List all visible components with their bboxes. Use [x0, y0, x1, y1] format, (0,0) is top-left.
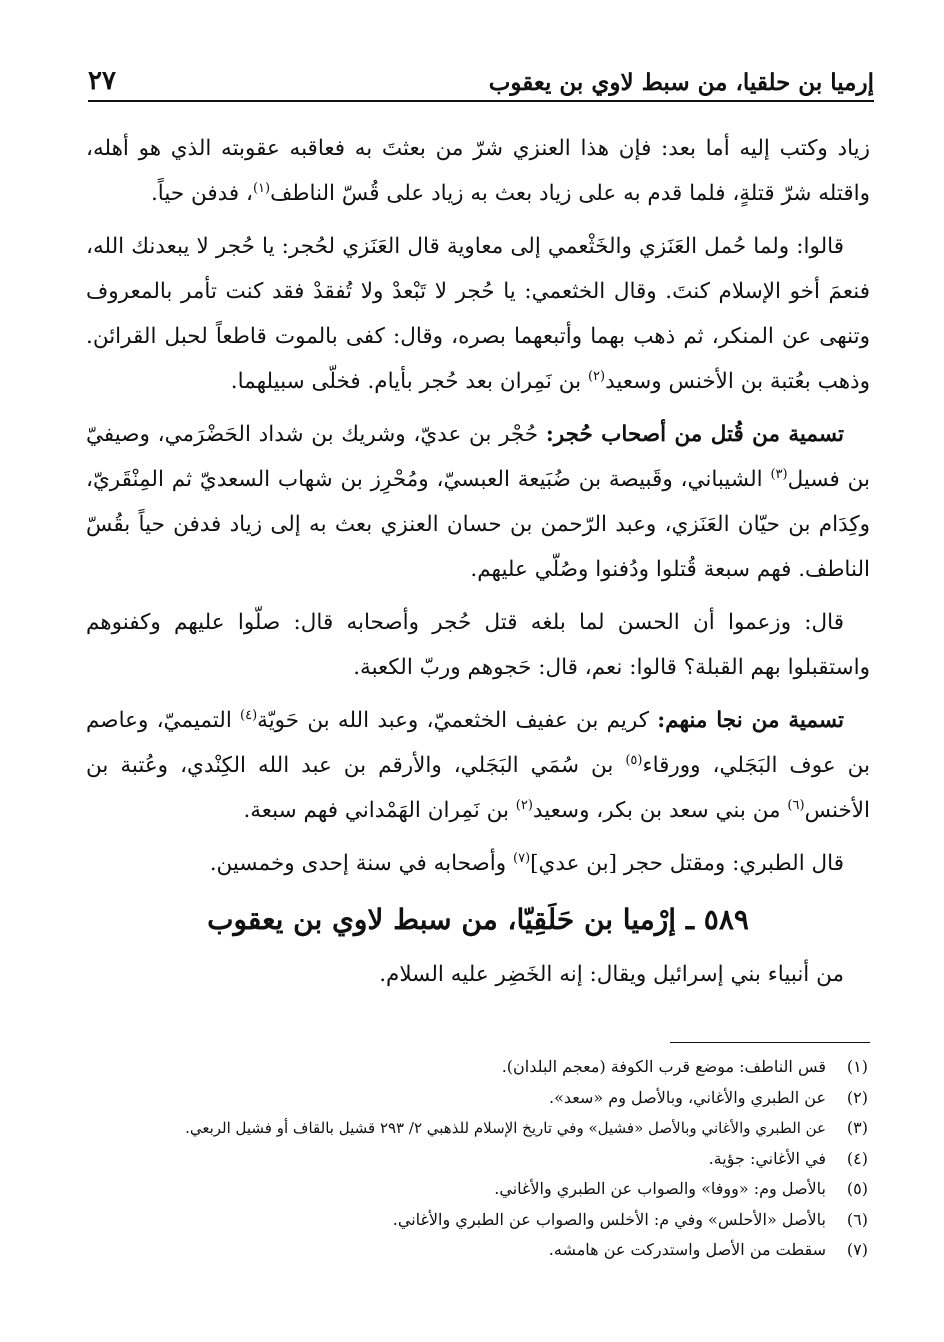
paragraph-text: الشيباني، وقَبيصة بن ضُبَيعة العبسيّ، ومُحْرِز بن شهاب السعديّ ثم المِنْقَريّ، وكِدَام بن حيّان العَنَزي، وعبد الرّحمن بن حسان العنزي بعث به إلى زياد فدفن حياً بقُسّ الناطف. فهم سبعة قُتلوا ودُفنوا وصُلّي عليهم. [86, 467, 870, 582]
page-number: ٢٧ [88, 66, 116, 96]
footnote-text: سقطت من الأصل واستدركت عن هامشه. [548, 1240, 826, 1259]
footnote-ref-2[interactable]: (٢) [587, 368, 606, 384]
footnote-text: في الأغاني: جؤية. [708, 1148, 826, 1168]
entry-title: ٥٨٩ ـ إرْميا بن حَلَقِيّا، من سبط لاوي بن يعقوب [207, 903, 749, 936]
paragraph-7 [86, 952, 870, 997]
footnote-item [70, 1235, 868, 1266]
footnote-number: (١) [846, 1057, 868, 1076]
paragraph-5 [86, 698, 870, 833]
footnote-number: (٦) [846, 1209, 868, 1229]
footnote-number: (٤) [846, 1148, 868, 1168]
footnote-text: عن الطبري والأغاني، وبالأصل وم «سعد». [549, 1087, 826, 1107]
footnote-ref-7[interactable]: (٧) [513, 850, 531, 866]
footnote-text: عن الطبري والأغاني وبالأصل «فشيل» وفي تاريخ الإسلام للذهبي ٢/ ٢٩٣ قشيل بالقاف أو فشيل الربعي. [185, 1119, 826, 1137]
running-header [88, 62, 874, 102]
footnote-ref-5[interactable]: (٥) [625, 752, 643, 768]
paragraph-text: ، فدفن حياً. [150, 181, 253, 206]
paragraph-text: كريم بن عفيف الخثعميّ، وعبد الله بن حَويّة [257, 708, 658, 733]
section-lead: تسمية من نجا منهم: [657, 708, 844, 733]
footnotes-list [70, 1052, 868, 1266]
footnote-ref-4[interactable]: (٤) [240, 707, 258, 723]
paragraph-text: من بني سعد بن بكر، وسعيد [532, 798, 788, 823]
footnote-ref-1[interactable]: (١) [252, 180, 271, 196]
paragraph-text: وأصحابه في سنة إحدى وخمسين. [209, 851, 513, 876]
footnote-item [70, 1052, 868, 1083]
section-lead: تسمية من قُتل من أصحاب حُجر: [545, 422, 844, 447]
footnote-item [70, 1174, 868, 1205]
paragraph-text: زياد وكتب إليه أما بعد: فإن هذا العنزي شرّ من بعثتَ به فعاقبه عقوبته الذي هو أهله، واقتله شرّ قتلةٍ، فلما قدم به على زياد بعث به زياد على قُسّ الناطف [86, 136, 870, 206]
paragraph-text: قال: وزعموا أن الحسن لما بلغه قتل حُجر وأصحابه قال: صلّوا عليهم وكفنوهم واستقبلوا بهم القبلة؟ قالوا: نعم، قال: حَجوهم وربّ الكعبة. [86, 610, 870, 680]
footnote-separator [670, 1042, 870, 1043]
footnote-number: (٢) [846, 1087, 868, 1107]
paragraph-text: حُجْر بن عديّ، وشريك بن شداد الحَضْرَمي، وصيفيّ بن فسيل [86, 422, 871, 492]
footnote-number: (٣) [846, 1118, 868, 1137]
main-text [86, 126, 870, 1005]
paragraph-text: التميميّ، وعاصم بن عوف البَجَلي، وورقاء [86, 708, 871, 778]
footnote-item [70, 1205, 868, 1236]
paragraph-text: بن نَمِران الهَمْداني فهم سبعة. [243, 798, 516, 823]
paragraph-text: من أنبياء بني إسرائيل ويقال: إنه الخَضِر عليه السلام. [379, 962, 844, 987]
footnote-text: بالأصل وم: «ووفا» والصواب عن الطبري والأغاني. [494, 1179, 826, 1198]
footnote-number: (٥) [846, 1179, 868, 1198]
footnote-text: قس الناطف: موضع قرب الكوفة (معجم البلدان). [501, 1057, 826, 1076]
footnote-ref-3[interactable]: (٣) [770, 466, 788, 482]
footnote-item [70, 1113, 868, 1144]
paragraph-text: قالوا: ولما حُمل العَنَزي والخَثْعمي إلى معاوية قال العَنَزي لحُجر: يا حُجر لا يبعدنك الله، فنعمَ أخو الإسلام كنتَ. وقال الخثعمي: يا حُجر لا تَبْعدْ ولا تُفقدْ فقد كنت تأمر بالمعروف وتنهى عن المنكر، ثم ذهب بهما وأتبعهما بصره، وقال: كفى بالموت قاطعاً لحبل القرائن. وذهب بعُتبة بن الأخنس وسعيد [86, 234, 870, 394]
paragraph-text: بن سُمَي البَجَلي، والأرقم بن عبد الله الكِنْدي، وعُتبة بن الأخنس [86, 753, 870, 823]
footnote-item [70, 1083, 868, 1114]
footnote-ref-6[interactable]: (٦) [787, 797, 805, 813]
paragraph-2 [86, 224, 870, 404]
footnote-text: بالأصل «الأحلس» وفي م: الأخلس والصواب عن الطبري والأغاني. [392, 1209, 826, 1229]
paragraph-1 [86, 126, 870, 216]
footnote-ref-2b[interactable]: (٢) [515, 797, 533, 813]
paragraph-3 [86, 412, 870, 592]
paragraph-text: قال الطبري: ومقتل حجر [بن عدي] [530, 851, 844, 876]
running-title: إرميا بن حلقيا، من سبط لاوي بن يعقوب [488, 69, 874, 96]
paragraph-6 [86, 841, 870, 886]
footnote-item [70, 1144, 868, 1175]
footnote-number: (٧) [846, 1240, 868, 1259]
paragraph-4 [86, 600, 870, 690]
paragraph-text: بن نَمِران بعد حُجر بأيام. فخلّى سبيلهما. [230, 369, 588, 394]
